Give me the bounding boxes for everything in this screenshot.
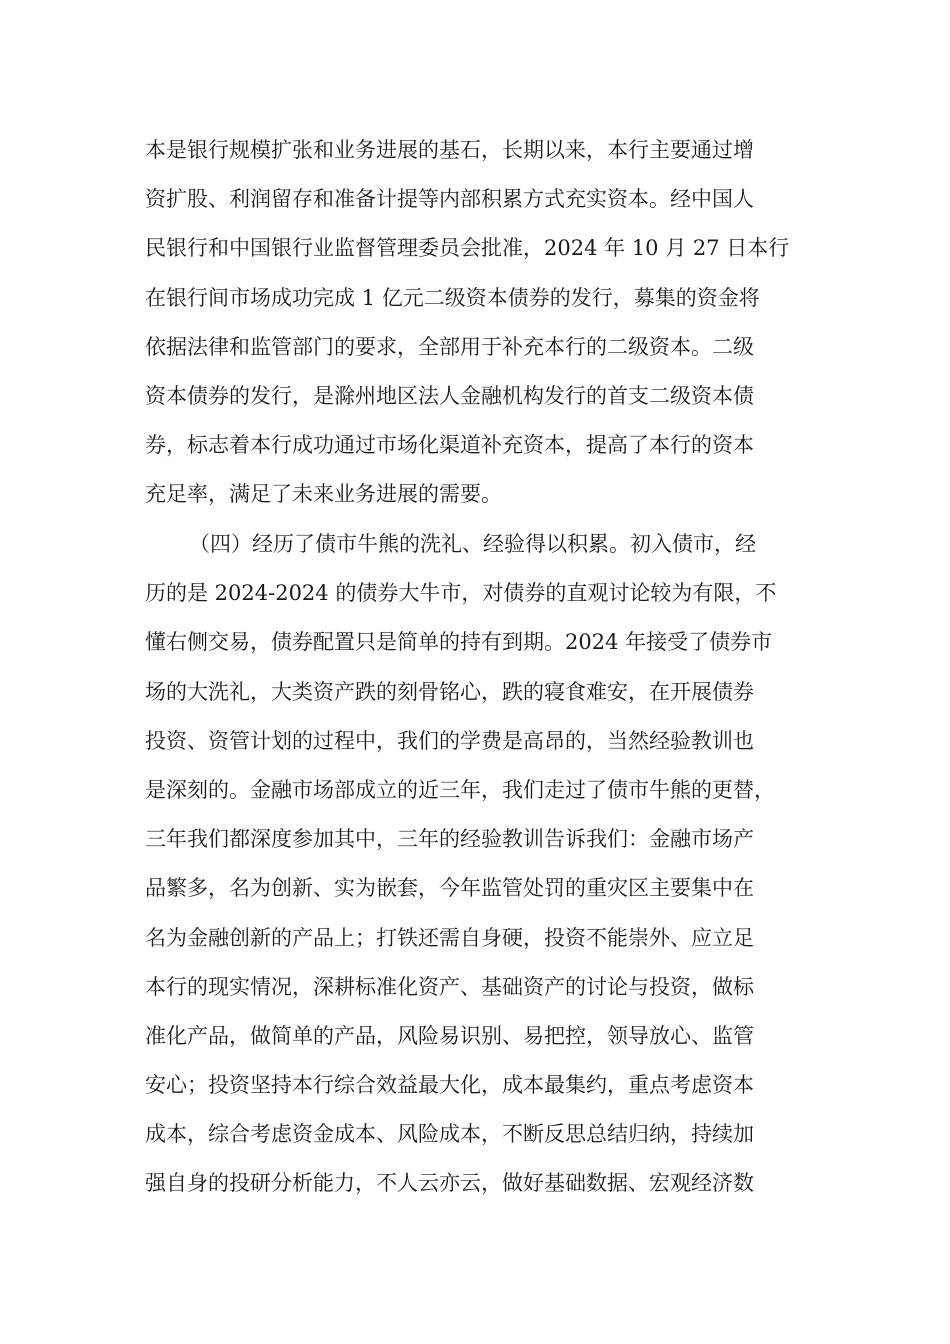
- paragraph-bond-market-experience: [145, 520, 815, 1209]
- text-line: 资扩股、利润留存和准备计提等内部积累方式充实资本。经中国人: [145, 187, 754, 212]
- text-line: 充足率，满足了未来业务进展的需要。: [145, 482, 502, 507]
- text-line: 成本，综合考虑资金成本、风险成本，不断反思总结归纳，持续加: [145, 1122, 754, 1147]
- text-line: 安心；投资坚持本行综合效益最大化，成本最集约，重点考虑资本: [145, 1073, 754, 1098]
- text-line: 依据法律和监管部门的要求，全部用于补充本行的二级资本。二级: [145, 334, 754, 359]
- text-line: 品繁多，名为创新、实为嵌套，今年监管处罚的重灾区主要集中在: [145, 876, 754, 901]
- text-line: 场的大洗礼，大类资产跌的刻骨铭心，跌的寝食难安，在开展债券: [145, 679, 754, 704]
- text-line: 在银行间市场成功完成 1 亿元二级资本债券的发行，募集的资金将: [145, 285, 760, 310]
- text-line-first: （四）经历了债市牛熊的洗礼、经验得以积累。初入债市，经: [189, 532, 756, 556]
- text-line: 本行的现实情况，深耕标准化资产、基础资产的讨论与投资，做标: [145, 974, 754, 999]
- text-line: 民银行和中国银行业监督管理委员会批准，2024 年 10 月 27 日本行: [145, 236, 790, 261]
- text-line: 券，标志着本行成功通过市场化渠道补充资本，提高了本行的资本: [145, 433, 754, 458]
- text-line: 强自身的投研分析能力，不人云亦云，做好基础数据、宏观经济数: [145, 1171, 754, 1196]
- text-line: 本是银行规模扩张和业务进展的基石，长期以来，本行主要通过增: [145, 138, 754, 162]
- text-line: 准化产品，做简单的产品，风险易识别、易把控，领导放心、监管: [145, 1023, 754, 1048]
- text-line: 投资、资管计划的过程中，我们的学费是高昂的，当然经验教训也: [145, 728, 754, 753]
- text-line: 历的是 2024-2024 的债券大牛市，对债券的直观讨论较为有限，不: [145, 581, 777, 606]
- text-line: 资本债券的发行，是滁州地区法人金融机构发行的首支二级资本债: [145, 383, 754, 408]
- text-line: 三年我们都深度参加其中，三年的经验教训告诉我们：金融市场产: [145, 827, 754, 852]
- text-line: 懂右侧交易，债券配置只是简单的持有到期。2024 年接受了债券市: [145, 630, 773, 655]
- text-line: 是深刻的。金融市场部成立的近三年，我们走过了债市牛熊的更替，: [145, 777, 775, 802]
- paragraph-capital-replenishment: [145, 126, 815, 520]
- text-line: 名为金融创新的产品上；打铁还需自身硬，投资不能崇外、应立足: [145, 925, 754, 950]
